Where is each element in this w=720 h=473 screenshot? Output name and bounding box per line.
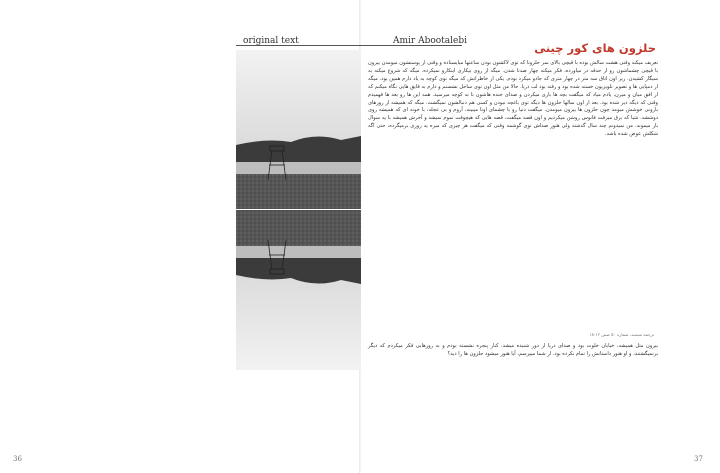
article-caption: ترجمه مستند، شماره ۵۰ صص ۱۲-۱۸: [589, 332, 654, 337]
article-body: تعریف میکنه وقتی هشت سالش بوده با قیچی بالای سر حلزونا که توی لاکشون بودن ساعتها میایستاده و وقتی از پوستشون میومدن بیرون با قیچی چشماشون رو از حدقه در میاورده، فکر میکنه چهار صدتا شدن. میگه از روی بیکاری اینکارو نمیکرده. میگه که شروع میکنه به سیگار کشیدن. زیر اون اتاق سه متر در چهار متری که جادو میکرد بودم. یکی از خاطراتش که میگه توی کوچه به یاد دارم همین بود. میگه از دمپایی ها و تصویر تلویزیون خسته شده بود و رفته بود لب دریا. حالا من مثل اون توی ساحل نشستم و دارم به قایق هایی نگاه میکنم که از افق میان و میرن، یادم میاد که میگفت بچه ها بازی میکردن و صدای خنده هاشون تا ته کوچه میرسید. همه این ها رو بعد ها فهمیدم وقتی که دیگه دیر شده بود. بعد از اون سالها حلزون ها دیگه توی باغچه نبودن و کسی هم دنبالشون نمیگشت. میگه که همیشه از روزهای بارونی خوشش میومد چون حلزون ها بیرون میومدن. میگفت دنیا رو با چشمای اونا میبینه، آروم و بی عجله، با خونه ای که همیشه روی دوششه. شبا که برق میرفت فانوس روشن میکردیم و اون قصه میگفت، قصه هایی که هیچوقت تموم نمیشد و آخرش همیشه با یه سوال باز میموند. من نمیدونم چند سال گذشته ولی هنوز صداش توی گوشمه وقتی که میگفت هر چیزی که میره یه روزی برمیگرده، حتی اگه شکلش عوض شده باشه.: [368, 60, 658, 138]
page-number-right: 37: [694, 455, 703, 463]
beach-photo-image: [236, 50, 361, 370]
article-closing: بیرون مثل همیشه، خیابان خلوت بود و صدای دریا از دور شنیده میشد. کنار پنجره نشسته بودم و به روزهایی فکر میکردم که دیگر برنمیگشتند، و او هنوز داستانش را تمام نکرده بود. از شما میپرسم، آیا هنوز میشود حلزون ها را دید؟: [368, 343, 658, 357]
article-title: حلزون های کور چینی: [534, 41, 656, 55]
beach-photo: [236, 50, 361, 370]
header-original-text: original text: [243, 36, 299, 46]
page-number-left: 36: [13, 455, 22, 463]
header-author: Amir Abootalebi: [393, 36, 467, 46]
